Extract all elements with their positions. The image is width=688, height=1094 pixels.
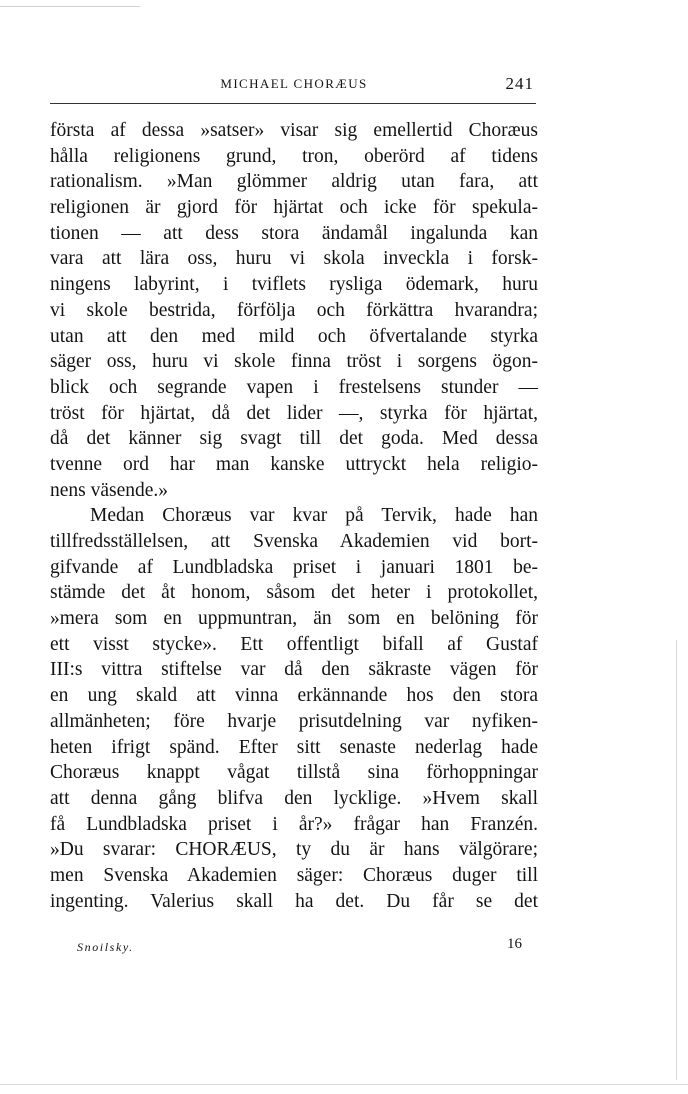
text-line: heten ifrigt spänd. Efter sitt senaste nederlag hade xyxy=(50,736,538,758)
text-line: hålla religionens grund, tron, oberörd af tidens xyxy=(50,145,538,167)
sheet-number: 16 xyxy=(507,936,522,952)
text-line: utan att den med mild och öfvertalande styrka xyxy=(50,325,538,347)
text-line: blick och segrande vapen i frestelsens stunder — xyxy=(50,376,538,398)
text-line: ningens labyrint, i tviflets rysliga ödemark, huru xyxy=(50,274,538,296)
text-line: rationalism. »Man glömmer aldrig utan fara, att xyxy=(50,171,538,193)
text-line: tillfredsställelsen, att Svenska Akademien vid bort- xyxy=(50,531,538,552)
text-line: ett visst stycke». Ett offentligt bifall af Gustaf xyxy=(50,633,538,655)
text-line: men Svenska Akademien säger: Choræus duger till xyxy=(50,864,538,886)
text-line: »mera som en uppmuntran, än som en belöning för xyxy=(50,608,538,630)
signature-mark: Snoilsky. xyxy=(77,940,134,954)
text-line: tröst för hjärtat, då det lider —, styrka för hjärtat, xyxy=(50,402,538,424)
text-line: första af dessa »satser» visar sig emellertid Choræus xyxy=(50,120,538,141)
page-number: 241 xyxy=(505,74,534,93)
running-title: MICHAEL CHORÆUS xyxy=(220,76,368,91)
text-line: Medan Choræus var kvar på Tervik, hade han xyxy=(90,505,538,527)
text-line: få Lundbladska priset i år?» frågar han Franzén. xyxy=(50,813,538,835)
scan-edge-right xyxy=(676,640,677,1080)
text-line: säger oss, huru vi skole finna tröst i sorgens ögon- xyxy=(50,351,538,373)
text-line: ingenting. Valerius skall ha det. Du får se det xyxy=(50,890,538,912)
page-header xyxy=(50,76,538,98)
header-rule xyxy=(50,103,536,104)
page-footer xyxy=(50,936,538,956)
body-text xyxy=(50,118,538,914)
text-line: gifvande af Lundbladska priset i januari 1801 be- xyxy=(50,556,538,578)
text-line: tvenne ord har man kanske uttryckt hela religio- xyxy=(50,453,538,475)
scan-edge-top xyxy=(0,6,140,7)
text-line: att denna gång blifva den lycklige. »Hvem skall xyxy=(50,787,538,809)
text-line: då det känner sig svagt till det goda. Med dessa xyxy=(50,428,538,450)
text-line: tionen — att dess stora ändamål ingalunda kan xyxy=(50,222,538,244)
text-line: vara att lära oss, huru vi skola inveckla i forsk- xyxy=(50,248,538,270)
text-line: vi skole bestrida, förfölja och förkättra hvarandra; xyxy=(50,299,538,321)
text-line: stämde det åt honom, såsom det heter i protokollet, xyxy=(50,582,538,604)
text-line: en ung skald att vinna erkännande hos den stora xyxy=(50,685,538,707)
scan-edge-bottom xyxy=(0,1084,688,1085)
text-line: »Du svarar: CHORÆUS, ty du är hans välgörare; xyxy=(50,839,538,861)
text-line: allmänheten; före hvarje prisutdelning var nyfiken- xyxy=(50,710,538,732)
text-line: nens väsende.» xyxy=(50,479,169,501)
text-line: III:s vittra stiftelse var då den säkraste vägen för xyxy=(50,659,538,681)
text-line: Choræus knappt vågat tillstå sina förhoppningar xyxy=(50,762,538,784)
text-line: religionen är gjord för hjärtat och icke för spekula- xyxy=(50,197,538,219)
